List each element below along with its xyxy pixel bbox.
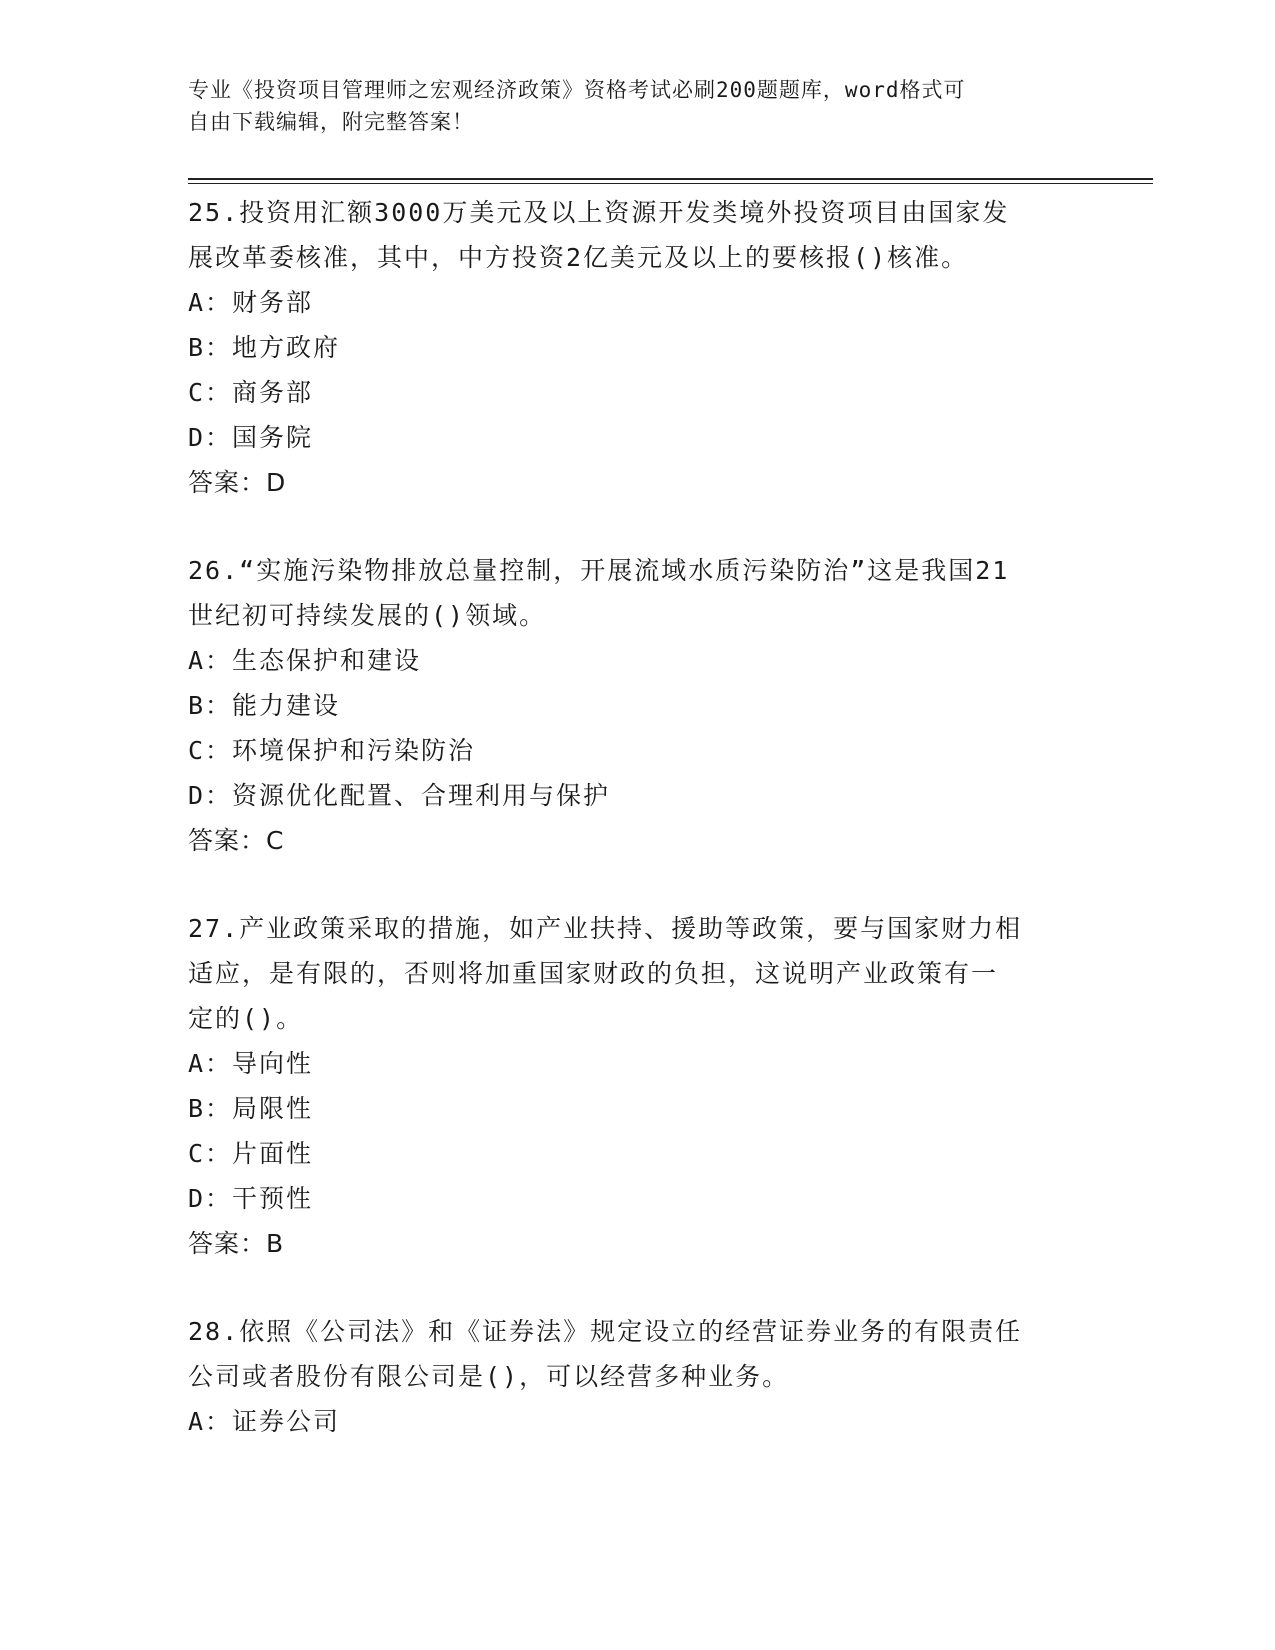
question-stem-line: 27.产业政策采取的措施，如产业扶持、援助等政策，要与国家财力相	[188, 914, 1023, 943]
question-25	[188, 190, 1088, 506]
header-divider	[188, 178, 1153, 184]
option-c: C：片面性	[188, 1139, 314, 1168]
answer-line: 答案：D	[188, 468, 287, 497]
question-26	[188, 548, 1088, 864]
option-a: A：生态保护和建设	[188, 646, 422, 675]
answer-line: 答案：C	[188, 826, 285, 855]
option-a: A：证券公司	[188, 1407, 341, 1436]
option-d: D：资源优化配置、合理利用与保护	[188, 781, 611, 810]
question-stem-line: 适应，是有限的，否则将加重国家财政的负担，这说明产业政策有一	[188, 959, 999, 988]
option-a: A：导向性	[188, 1049, 314, 1078]
option-d: D：干预性	[188, 1184, 314, 1213]
question-stem-line: 世纪初可持续发展的()领域。	[188, 601, 547, 630]
question-stem-line: 公司或者股份有限公司是()，可以经营多种业务。	[188, 1362, 790, 1391]
answer-line: 答案：B	[188, 1229, 285, 1258]
header-line-1: 专业《投资项目管理师之宏观经济政策》资格考试必刷200题题库，word格式可	[188, 78, 966, 102]
option-c: C：环境保护和污染防治	[188, 736, 476, 765]
option-a: A：财务部	[188, 288, 314, 317]
option-b: B：能力建设	[188, 691, 341, 720]
question-stem-line: 28.依照《公司法》和《证券法》规定设立的经营证券业务的有限责任	[188, 1317, 1023, 1346]
question-stem-line: 26.“实施污染物排放总量控制，开展流域水质污染防治”这是我国21	[188, 556, 1010, 585]
option-b: B：局限性	[188, 1094, 314, 1123]
question-stem-line: 展改革委核准，其中，中方投资2亿美元及以上的要核报()核准。	[188, 243, 969, 272]
option-d: D：国务院	[188, 423, 314, 452]
header-line-2: 自由下载编辑，附完整答案！	[188, 110, 474, 134]
question-28	[188, 1309, 1088, 1444]
question-stem-line: 25.投资用汇额3000万美元及以上资源开发类境外投资项目由国家发	[188, 198, 1010, 227]
question-list	[188, 190, 1088, 1444]
option-c: C：商务部	[188, 378, 314, 407]
document-header	[188, 74, 1068, 138]
option-b: B：地方政府	[188, 333, 341, 362]
question-27	[188, 906, 1088, 1267]
question-stem-line: 定的()。	[188, 1004, 304, 1033]
